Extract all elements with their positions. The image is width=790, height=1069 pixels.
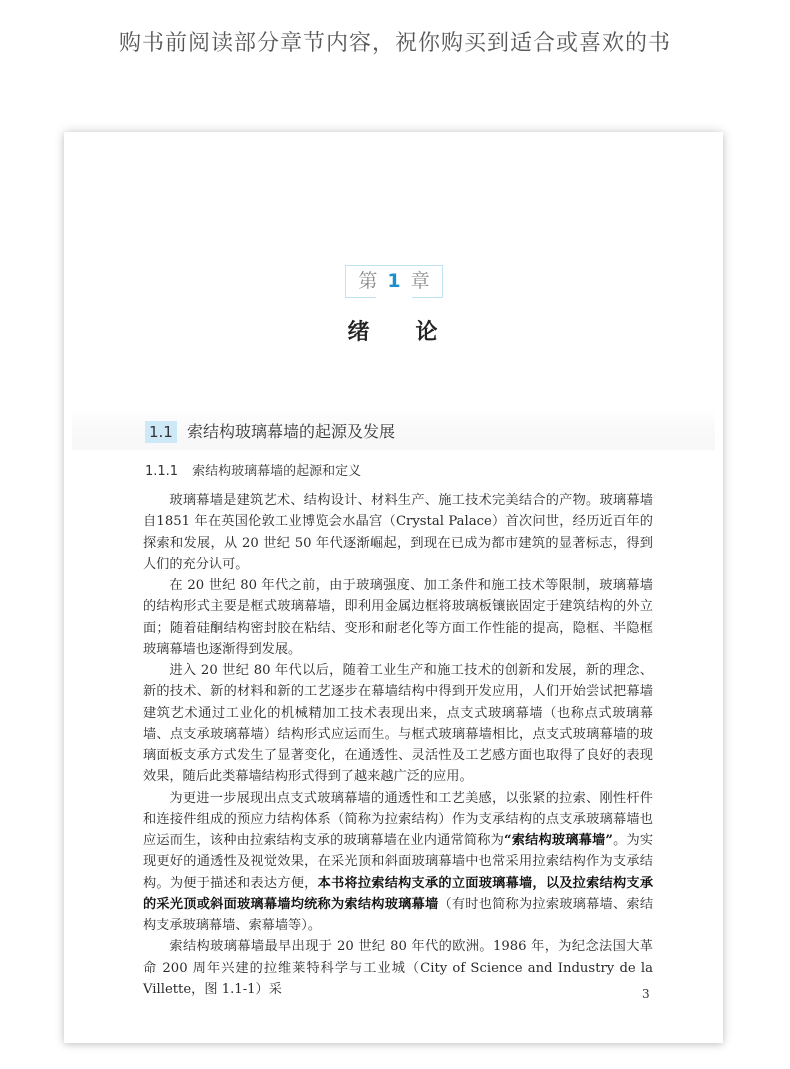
preview-banner: 购书前阅读部分章节内容，祝你购买到适合或喜欢的书 — [118, 31, 671, 56]
paragraph-text: 。为实现更好的通透性及视觉效果，在采光顶和斜面玻璃幕墙中也常采用拉索结构作为支承结构。为便于描述和表达方便， — [143, 833, 654, 891]
chapter-label-box — [345, 265, 443, 298]
emphasis-term: “索结构玻璃幕墙” — [503, 833, 613, 848]
chapter-title — [64, 315, 723, 346]
paragraph-text: 为更进一步展现出点支式玻璃幕墙的通透性和工艺美感，以张紧的拉索、刚性杆件和连接件组成的预应力结构体系（简称为拉索结构）作为支承结构的点支承玻璃幕墙也应运而生，该种由拉索结构支承的玻璃幕墙在业内通常简称为 — [143, 790, 653, 848]
paragraph — [143, 788, 653, 937]
emphasis-definition: 本书将拉索结构支承的立面玻璃幕墙，以及拉索结构支承的采光顶或斜面玻璃幕墙均统称为索结构玻璃幕墙 — [143, 875, 654, 912]
paragraph-text: （有时也简称为拉索玻璃幕墙、索结构支承玻璃幕墙、索幕墙等）。 — [143, 896, 654, 933]
paragraph: 索结构玻璃幕墙最早出现于 20 世纪 80 年代的欧洲。1986 年，为纪念法国大革命 200 周年兴建的拉维莱特科学与工业城（City of Science and Industry de la Villette，图 1.1-1）采 — [143, 939, 653, 997]
chapter-prefix: 第 — [358, 270, 378, 292]
body-text — [143, 490, 653, 1000]
book-page — [64, 132, 723, 1043]
paragraph: 在 20 世纪 80 年代之前，由于玻璃强度、加工条件和施工技术等限制，玻璃幕墙的结构形式主要是框式玻璃幕墙，即利用金属边框将玻璃板镶嵌固定于建筑结构的外立面；随着硅酮结构密封胶在粘结、变形和耐老化等方面工作性能的提高，隐框、半隐框玻璃幕墙也逐渐得到发展。 — [143, 578, 653, 657]
paragraph: 进入 20 世纪 80 年代以后，随着工业生产和施工技术的创新和发展，新的理念、新的技术、新的材料和新的工艺逐步在幕墙结构中得到开发应用，人们开始尝试把幕墙建筑艺术通过工业化的机械精加工技术表现出来，点支式玻璃幕墙（也称点式玻璃幕墙、点支承玻璃幕墙）结构形式应运而生。与框式玻璃幕墙相比，点支式玻璃幕墙的玻璃面板支承方式发生了显著变化，在通透性、灵活性及工艺感方面也取得了良好的表现效果，随后此类幕墙结构形式得到了越来越广泛的应用。 — [143, 663, 653, 785]
chapter-title-part1: 绪 — [347, 320, 372, 345]
chapter-number: 1 — [387, 270, 401, 292]
paragraph: 玻璃幕墙是建筑艺术、结构设计、材料生产、施工技术完美结合的产物。玻璃幕墙自1851 年在英国伦敦工业博览会水晶宫（Crystal Palace）首次问世，经历近百年的探索和发展，从 20 世纪 50 年代逐渐崛起，到现在已成为都市建筑的显著标志，得到人们的充分认可。 — [143, 493, 653, 572]
subsection-heading — [145, 462, 361, 482]
chapter-title-part2: 论 — [415, 320, 440, 345]
section-number-badge: 1.1 — [145, 421, 177, 443]
subsection-number: 1.1.1 — [145, 464, 179, 479]
chapter-box-gap — [376, 296, 412, 298]
section-title: 索结构玻璃幕墙的起源及发展 — [187, 422, 396, 441]
chapter-suffix: 章 — [410, 270, 430, 292]
page-number: 3 — [642, 987, 650, 1001]
subsection-title: 索结构玻璃幕墙的起源和定义 — [192, 464, 362, 479]
